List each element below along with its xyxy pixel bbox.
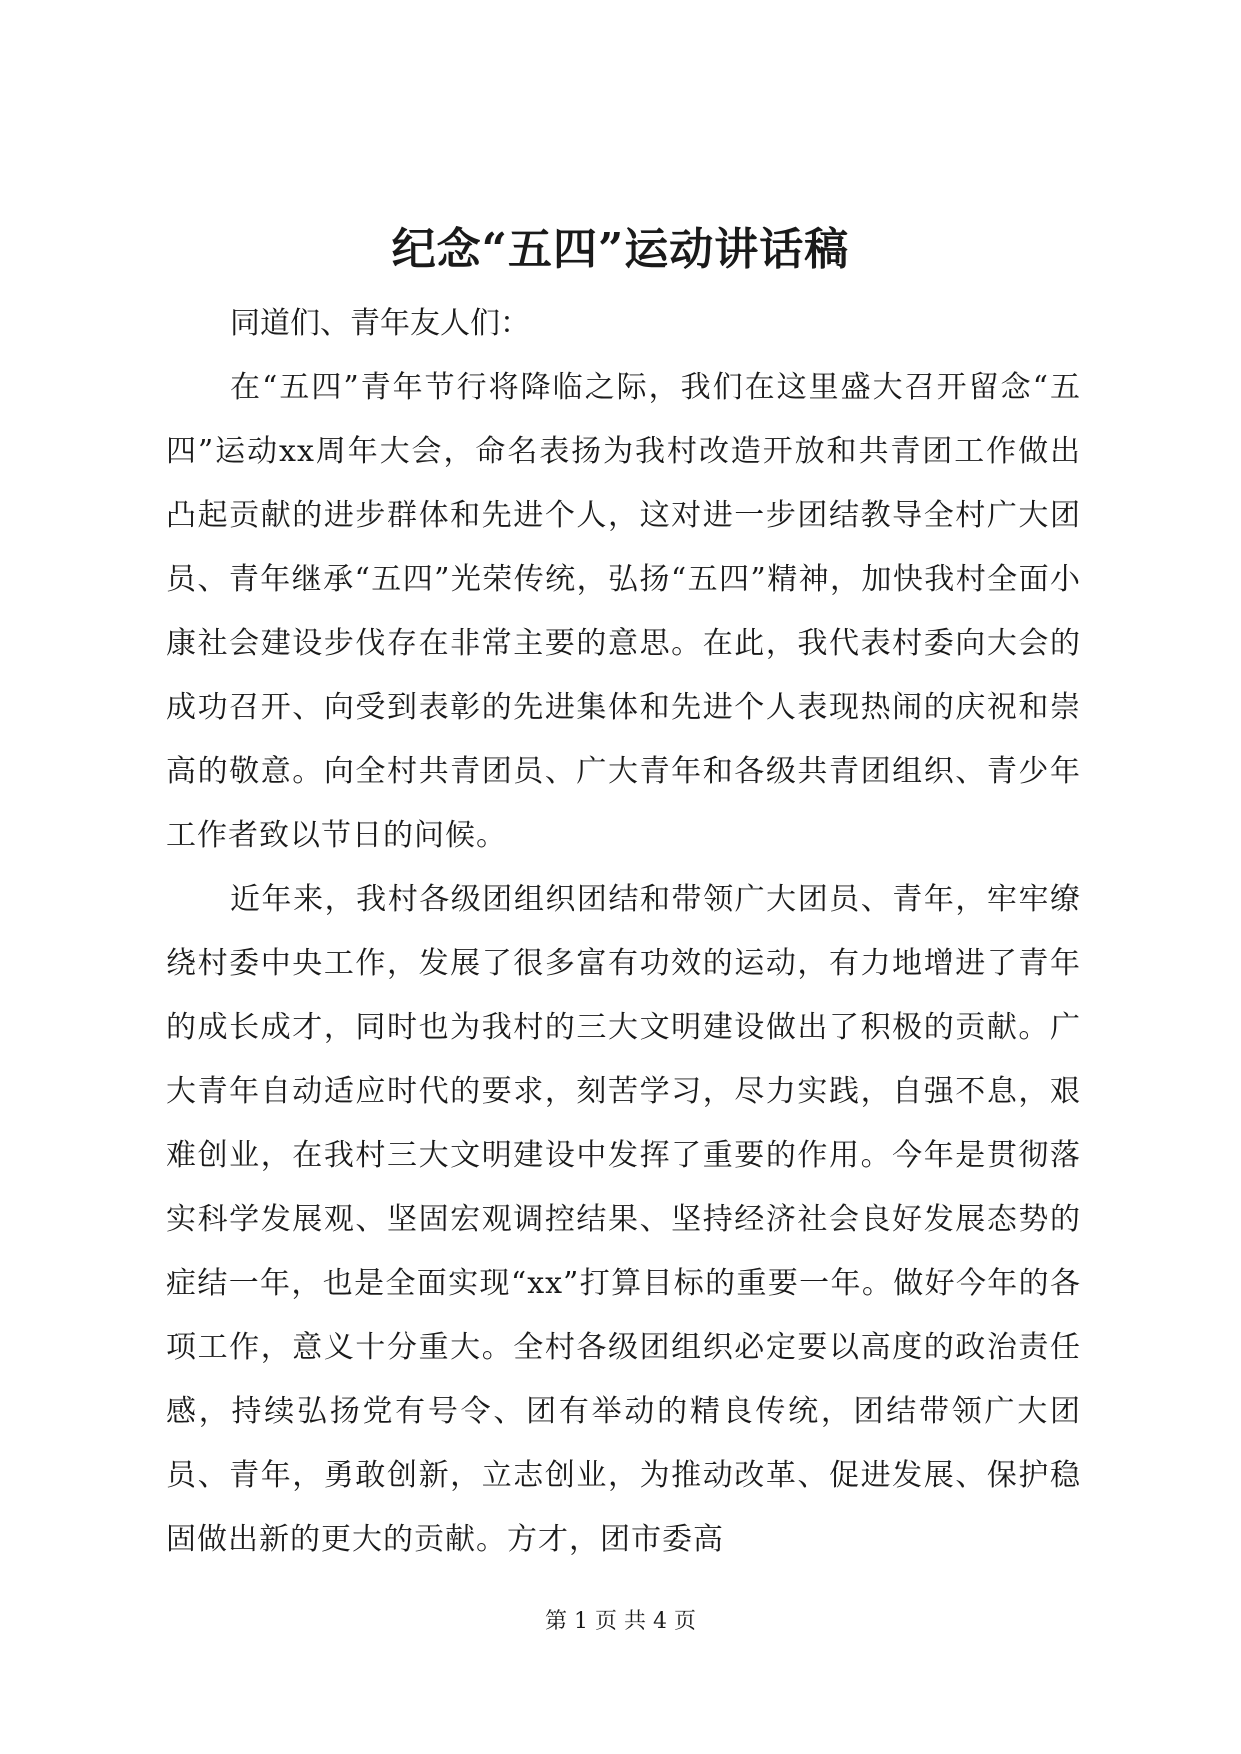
document-title: 纪念“五四”运动讲话稿 — [391, 224, 850, 275]
paragraph-1-container — [166, 356, 1081, 868]
paragraph: 在“五四”青年节行将降临之际，我们在这里盛大召开留念“五四”运动xx周年大会，命名表扬为我村改造开放和共青团工作做出凸起贡献的进步群体和先进个人，这对进一步团结教导全村广大团员、青年继承“五四”光荣传统，弘扬“五四”精神，加快我村全面小康社会建设步伐存在非常主要的意思。在此，我代表村委向大会的成功召开、向受到表彰的先进集体和先进个人表现热闹的庆祝和崇高的敬意。向全村共青团员、广大青年和各级共青团组织、青少年工作者致以节日的问候。 — [166, 370, 1081, 853]
greeting: 同道们、青年友人们： — [230, 306, 530, 341]
paragraph-2-container — [166, 868, 1081, 1572]
page-number-footer: 第 1 页 共 4 页 — [545, 1609, 696, 1634]
paragraph: 近年来，我村各级团组织团结和带领广大团员、青年，牢牢缭绕村委中央工作，发展了很多富有功效的运动，有力地增进了青年的成长成才，同时也为我村的三大文明建设做出了积极的贡献。广大青年自动适应时代的要求，刻苦学习，尽力实践，自强不息，艰难创业，在我村三大文明建设中发挥了重要的作用。今年是贯彻落实科学发展观、坚固宏观调控结果、坚持经济社会良好发展态势的症结一年，也是全面实现“xx”打算目标的重要一年。做好今年的各项工作，意义十分重大。全村各级团组织必定要以高度的政治责任感，持续弘扬党有号令、团有举动的精良传统，团结带领广大团员、青年，勇敢创新，立志创业，为推动改革、促进发展、保护稳固做出新的更大的贡献。方才，团市委高 — [166, 882, 1081, 1557]
